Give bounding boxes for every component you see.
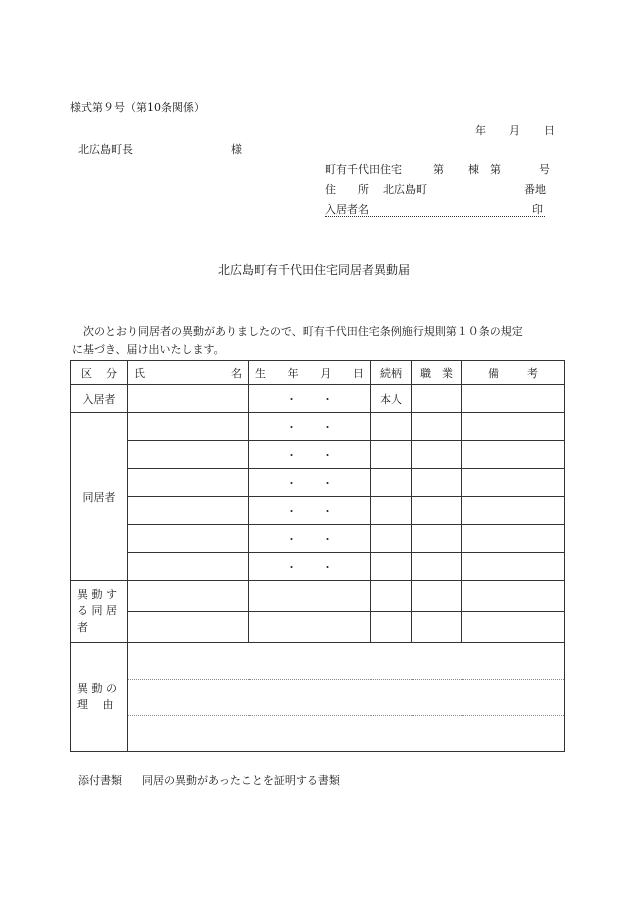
- job-cell[interactable]: [412, 497, 462, 525]
- remarks-cell[interactable]: [462, 413, 565, 441]
- row-label-resident: 入居者: [71, 385, 128, 413]
- row-label-moving: 異 動 す る 同 居 者: [71, 581, 128, 643]
- birthdate-cell[interactable]: ・ ・: [249, 469, 371, 497]
- birthdate-cell[interactable]: ・ ・: [249, 525, 371, 553]
- seal-label: 印: [532, 203, 543, 216]
- row-label-cohabitants: 同居者: [71, 413, 128, 581]
- addressee: 北広島町長: [78, 143, 133, 156]
- name-cell[interactable]: [128, 525, 249, 553]
- attachment-label: 添付書類: [78, 774, 122, 787]
- name-cell[interactable]: [128, 612, 249, 643]
- reason-line[interactable]: [128, 680, 565, 716]
- remarks-cell[interactable]: [462, 553, 565, 581]
- remarks-cell[interactable]: [462, 525, 565, 553]
- job-cell[interactable]: [412, 581, 462, 612]
- table-row: [71, 716, 565, 752]
- attachment-text: 同居の異動があったことを証明する書類: [142, 774, 340, 787]
- table-row: [71, 441, 565, 469]
- birthdate-cell[interactable]: ・ ・: [249, 441, 371, 469]
- cohabitant-table: [70, 360, 565, 752]
- name-cell[interactable]: [128, 497, 249, 525]
- date-month: 月: [509, 124, 520, 137]
- gou-label: 号: [539, 163, 550, 176]
- table-row: [71, 469, 565, 497]
- header-birthdate: 生 年 月 日: [249, 361, 371, 385]
- intro-line-1: 次のとおり同居者の異動がありましたので、町有千代田住宅条例施行規則第１０条の規定: [72, 325, 523, 338]
- relation-cell[interactable]: [371, 497, 412, 525]
- table-row: [71, 553, 565, 581]
- name-cell[interactable]: [128, 469, 249, 497]
- relation-cell[interactable]: [371, 581, 412, 612]
- table-row: [71, 581, 565, 612]
- address-town: 北広島町: [383, 183, 427, 196]
- table-row: [71, 643, 565, 680]
- table-row: [71, 525, 565, 553]
- relation-cell[interactable]: [371, 525, 412, 553]
- remarks-cell[interactable]: [462, 385, 565, 413]
- document-title: 北広島町有千代田住宅同居者異動届: [218, 263, 411, 277]
- job-cell[interactable]: [412, 525, 462, 553]
- job-cell[interactable]: [412, 469, 462, 497]
- job-cell[interactable]: [412, 413, 462, 441]
- header-kubun: 区 分: [71, 361, 128, 385]
- table-row: [71, 497, 565, 525]
- table-row: [71, 680, 565, 716]
- resident-name-label: 入居者名: [325, 203, 369, 216]
- job-cell[interactable]: [412, 553, 462, 581]
- relation-cell[interactable]: [371, 612, 412, 643]
- remarks-cell[interactable]: [462, 581, 565, 612]
- reason-line[interactable]: [128, 716, 565, 752]
- tou-dai-label: 棟 第: [468, 163, 501, 176]
- birthdate-cell[interactable]: [249, 612, 371, 643]
- ban-label: 第: [433, 163, 444, 176]
- birthdate-cell[interactable]: ・ ・: [249, 497, 371, 525]
- banchi-label: 番地: [524, 183, 546, 196]
- table-row: [71, 612, 565, 643]
- name-cell[interactable]: [128, 385, 249, 413]
- addressee-honorific: 様: [231, 143, 242, 156]
- relation-cell[interactable]: [371, 469, 412, 497]
- relation-cell[interactable]: [371, 413, 412, 441]
- form-number: 様式第９号（第10条関係）: [70, 101, 205, 114]
- job-cell[interactable]: [412, 612, 462, 643]
- birthdate-cell[interactable]: [249, 581, 371, 612]
- header-name: 氏 名: [128, 361, 249, 385]
- address-label: 住 所: [325, 183, 369, 196]
- job-cell[interactable]: [412, 385, 462, 413]
- table-header-row: [71, 361, 565, 385]
- reason-line[interactable]: [128, 643, 565, 680]
- remarks-cell[interactable]: [462, 497, 565, 525]
- name-cell[interactable]: [128, 413, 249, 441]
- header-remarks: 備 考: [462, 361, 565, 385]
- date-year: 年: [475, 124, 486, 137]
- job-cell[interactable]: [412, 441, 462, 469]
- name-cell[interactable]: [128, 441, 249, 469]
- relation-cell[interactable]: [371, 553, 412, 581]
- remarks-cell[interactable]: [462, 469, 565, 497]
- birthdate-cell[interactable]: ・ ・: [249, 413, 371, 441]
- relation-cell: 本人: [371, 385, 412, 413]
- housing-name: 町有千代田住宅: [325, 163, 402, 176]
- birthdate-cell[interactable]: ・ ・: [249, 553, 371, 581]
- remarks-cell[interactable]: [462, 612, 565, 643]
- date-day: 日: [544, 124, 555, 137]
- remarks-cell[interactable]: [462, 441, 565, 469]
- name-cell[interactable]: [128, 553, 249, 581]
- birthdate-cell[interactable]: ・ ・: [249, 385, 371, 413]
- row-label-reason: 異 動 の 理 由: [71, 643, 128, 752]
- name-cell[interactable]: [128, 581, 249, 612]
- relation-cell[interactable]: [371, 441, 412, 469]
- header-job: 職 業: [412, 361, 462, 385]
- table-row: [71, 385, 565, 413]
- table-row: [71, 413, 565, 441]
- header-relation: 続柄: [371, 361, 412, 385]
- intro-line-2: に基づき、届け出いたします。: [72, 343, 225, 356]
